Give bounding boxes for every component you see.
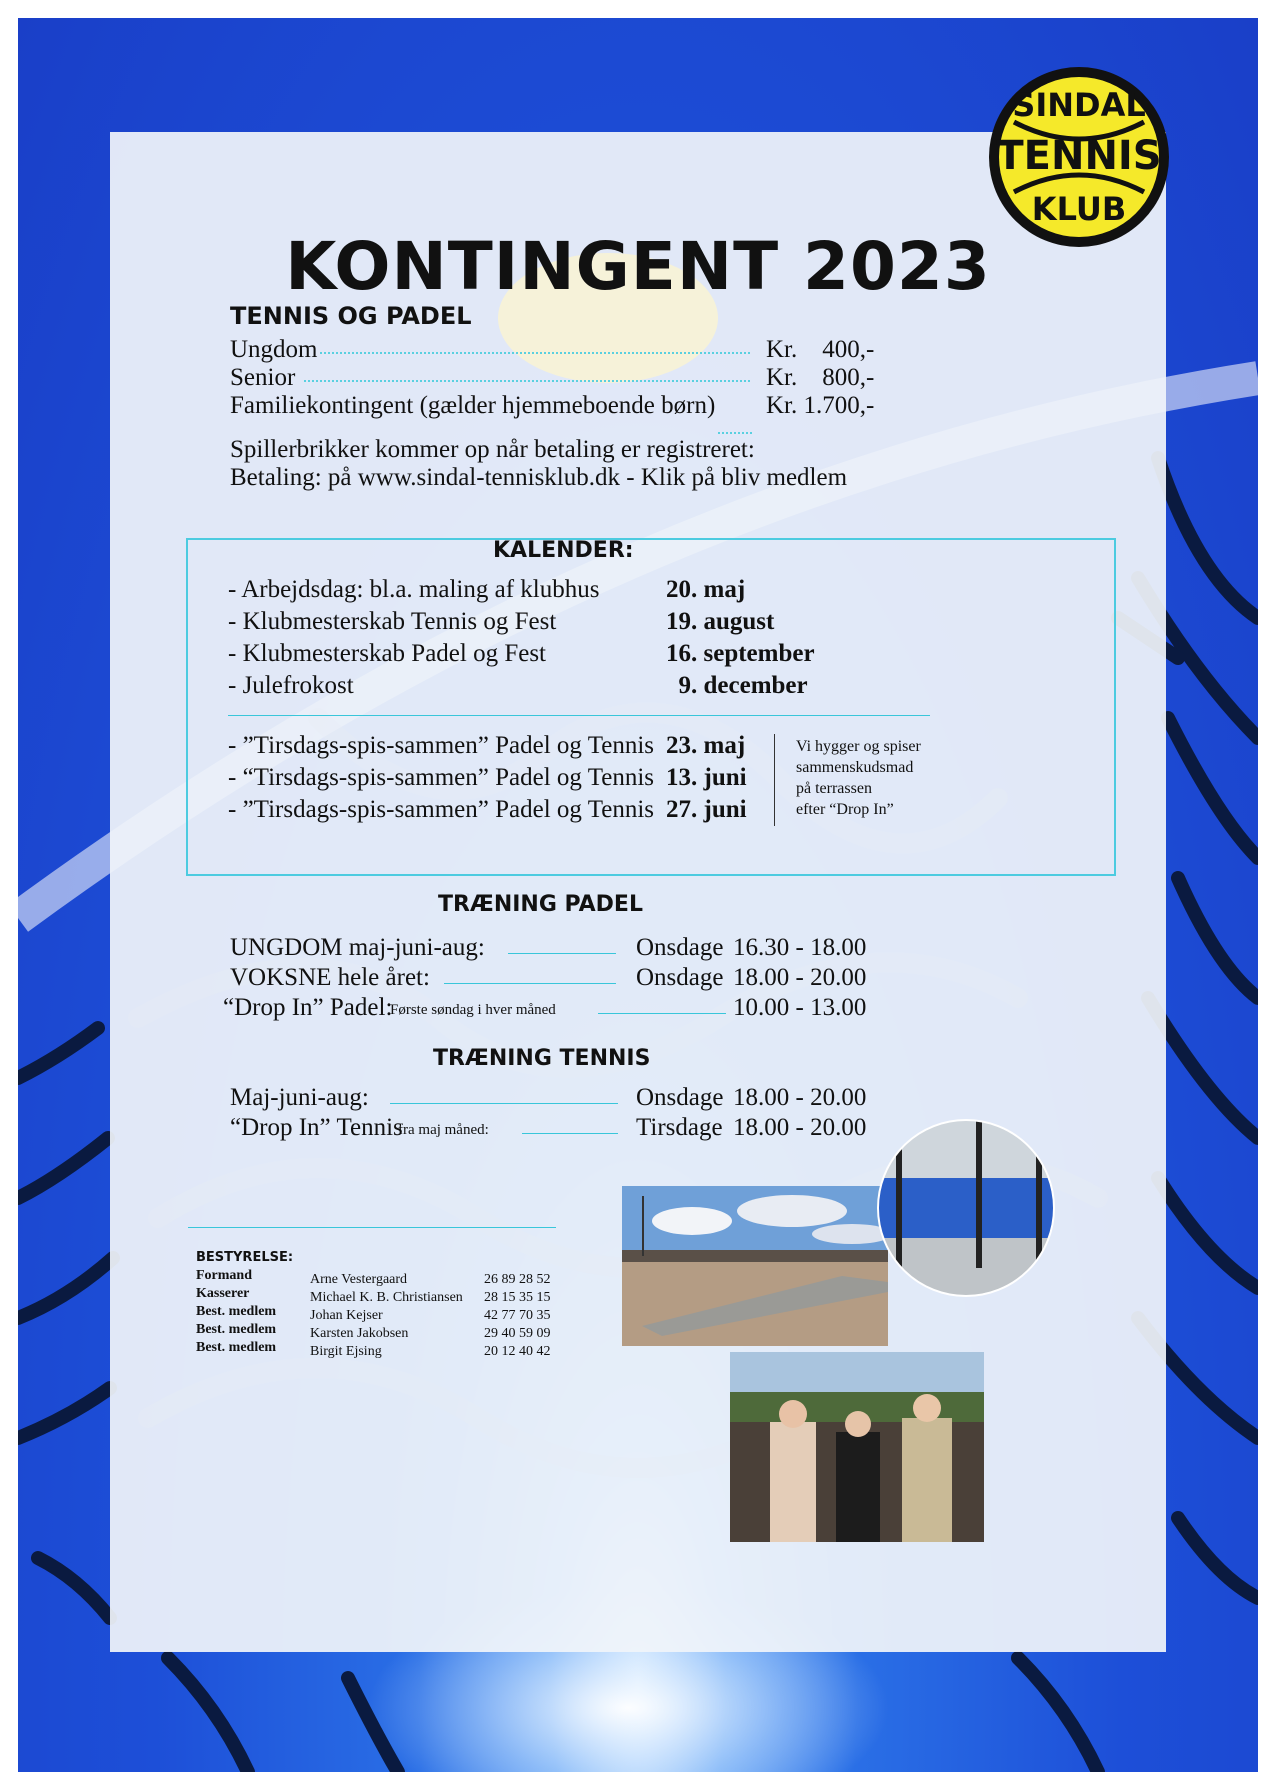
board-name: Arne Vestergaard: [310, 1272, 408, 1287]
dinner-event-date: 23. maj: [666, 732, 746, 759]
calendar-event: - Klubmesterskab Tennis og Fest: [228, 608, 557, 635]
board-phone: 42 77 70 35: [484, 1308, 551, 1323]
calendar-event: - Arbejdsdag: bl.a. maling af klubhus: [228, 576, 600, 603]
dinner-note-line: på terrassen: [796, 780, 872, 797]
board-role: Best. medlem: [196, 1322, 277, 1337]
dinner-note-rule: [774, 734, 775, 826]
board-phone: 28 15 35 15: [484, 1290, 551, 1305]
board-role: Best. medlem: [196, 1340, 277, 1355]
fee-label-family: Familiekontingent (gælder hjemmeboende børn): [230, 392, 716, 419]
tennis-day: Onsdage: [636, 1084, 724, 1111]
tennis-heading: TRÆNING TENNIS: [433, 1046, 651, 1071]
construction-site-photo: [622, 1186, 888, 1346]
sindal-tennis-klub-logo: [986, 64, 1172, 250]
dinner-note-line: sammenskudsmad: [796, 759, 914, 776]
padel-court-photo: [876, 1118, 1056, 1298]
calendar-divider: [228, 714, 930, 716]
calendar-event: - Klubmesterskab Padel og Fest: [228, 640, 547, 667]
tennis-rule: [522, 1132, 618, 1134]
tennis-time: 18.00 - 20.00: [733, 1114, 867, 1141]
calendar-event: - Julefrokost: [228, 672, 354, 699]
dot-leader: [718, 432, 752, 434]
tennis-rule: [390, 1102, 618, 1104]
board-name: Michael K. B. Christiansen: [310, 1290, 463, 1305]
logo-text-middle: TENNIS: [996, 133, 1162, 179]
padel-day: Onsdage: [636, 964, 724, 991]
padel-day: Onsdage: [636, 934, 724, 961]
fee-label-youth: Ungdom: [230, 336, 318, 363]
calendar-heading: KALENDER:: [493, 538, 634, 563]
board-heading: BESTYRELSE:: [196, 1250, 294, 1265]
calendar-event-date: 19. august: [666, 608, 775, 635]
padel-rule: [508, 952, 616, 954]
board-name: Johan Kejser: [310, 1308, 383, 1323]
poster-background: [18, 18, 1258, 1772]
padel-sub: Første søndag i hver måned: [390, 1002, 556, 1018]
dot-leader: [320, 352, 750, 354]
padel-label: UNGDOM maj-juni-aug:: [230, 934, 485, 961]
tennis-label: Maj-juni-aug:: [230, 1084, 369, 1111]
padel-rule: [598, 1012, 726, 1014]
tennis-day: Tirsdage: [636, 1114, 723, 1141]
fees-note-2: Betaling: på www.sindal-tennisklub.dk - Klik på bliv medlem: [230, 464, 848, 491]
fee-price-family: Kr. 1.700,-: [766, 392, 875, 419]
padel-time: 10.00 - 13.00: [733, 994, 867, 1021]
dinner-note-line: efter “Drop In”: [796, 801, 894, 818]
tennis-label: “Drop In” Tennis: [230, 1114, 403, 1141]
tennis-time: 18.00 - 20.00: [733, 1084, 867, 1111]
board-name: Karsten Jakobsen: [310, 1326, 409, 1341]
board-name: Birgit Ejsing: [310, 1344, 382, 1359]
dinner-event-date: 27. juni: [666, 796, 747, 823]
page-title: KONTINGENT 2023: [285, 228, 991, 305]
board-phone: 20 12 40 42: [484, 1344, 551, 1359]
logo-text-bottom: KLUB: [1031, 190, 1127, 228]
fee-price-youth: Kr. 400,-: [766, 336, 875, 363]
fee-price-senior: Kr. 800,-: [766, 364, 875, 391]
padel-rule: [444, 982, 616, 984]
board-phone: 29 40 59 09: [484, 1326, 551, 1341]
padel-heading: TRÆNING PADEL: [438, 892, 643, 917]
dinner-event: - ”Tirsdags-spis-sammen” Padel og Tennis: [228, 732, 654, 759]
board-rule: [188, 1226, 556, 1228]
fees-note-1: Spillerbrikker kommer op når betaling er registreret:: [230, 436, 755, 463]
tennis-sub: fra maj måned:: [398, 1122, 489, 1138]
calendar-event-date: 20. maj: [666, 576, 746, 603]
padel-label: VOKSNE hele året:: [230, 964, 430, 991]
club-champions-photo: [730, 1352, 984, 1542]
board-role: Formand: [196, 1268, 252, 1283]
calendar-event-date: 9. december: [666, 672, 808, 699]
dinner-event: - ”Tirsdags-spis-sammen” Padel og Tennis: [228, 796, 654, 823]
dinner-note-line: Vi hygger og spiser: [796, 738, 921, 755]
padel-time: 18.00 - 20.00: [733, 964, 867, 991]
logo-text-top: SINDAL: [1012, 86, 1146, 124]
padel-label: “Drop In” Padel:: [223, 994, 393, 1021]
dot-leader: [304, 380, 750, 382]
padel-time: 16.30 - 18.00: [733, 934, 867, 961]
board-phone: 26 89 28 52: [484, 1272, 551, 1287]
fees-heading: TENNIS OG PADEL: [230, 302, 472, 330]
calendar-event-date: 16. september: [666, 640, 815, 667]
board-role: Kasserer: [196, 1286, 250, 1301]
dinner-event-date: 13. juni: [666, 764, 747, 791]
dinner-event: - “Tirsdags-spis-sammen” Padel og Tennis: [228, 764, 654, 791]
board-role: Best. medlem: [196, 1304, 277, 1319]
fee-label-senior: Senior: [230, 364, 296, 391]
